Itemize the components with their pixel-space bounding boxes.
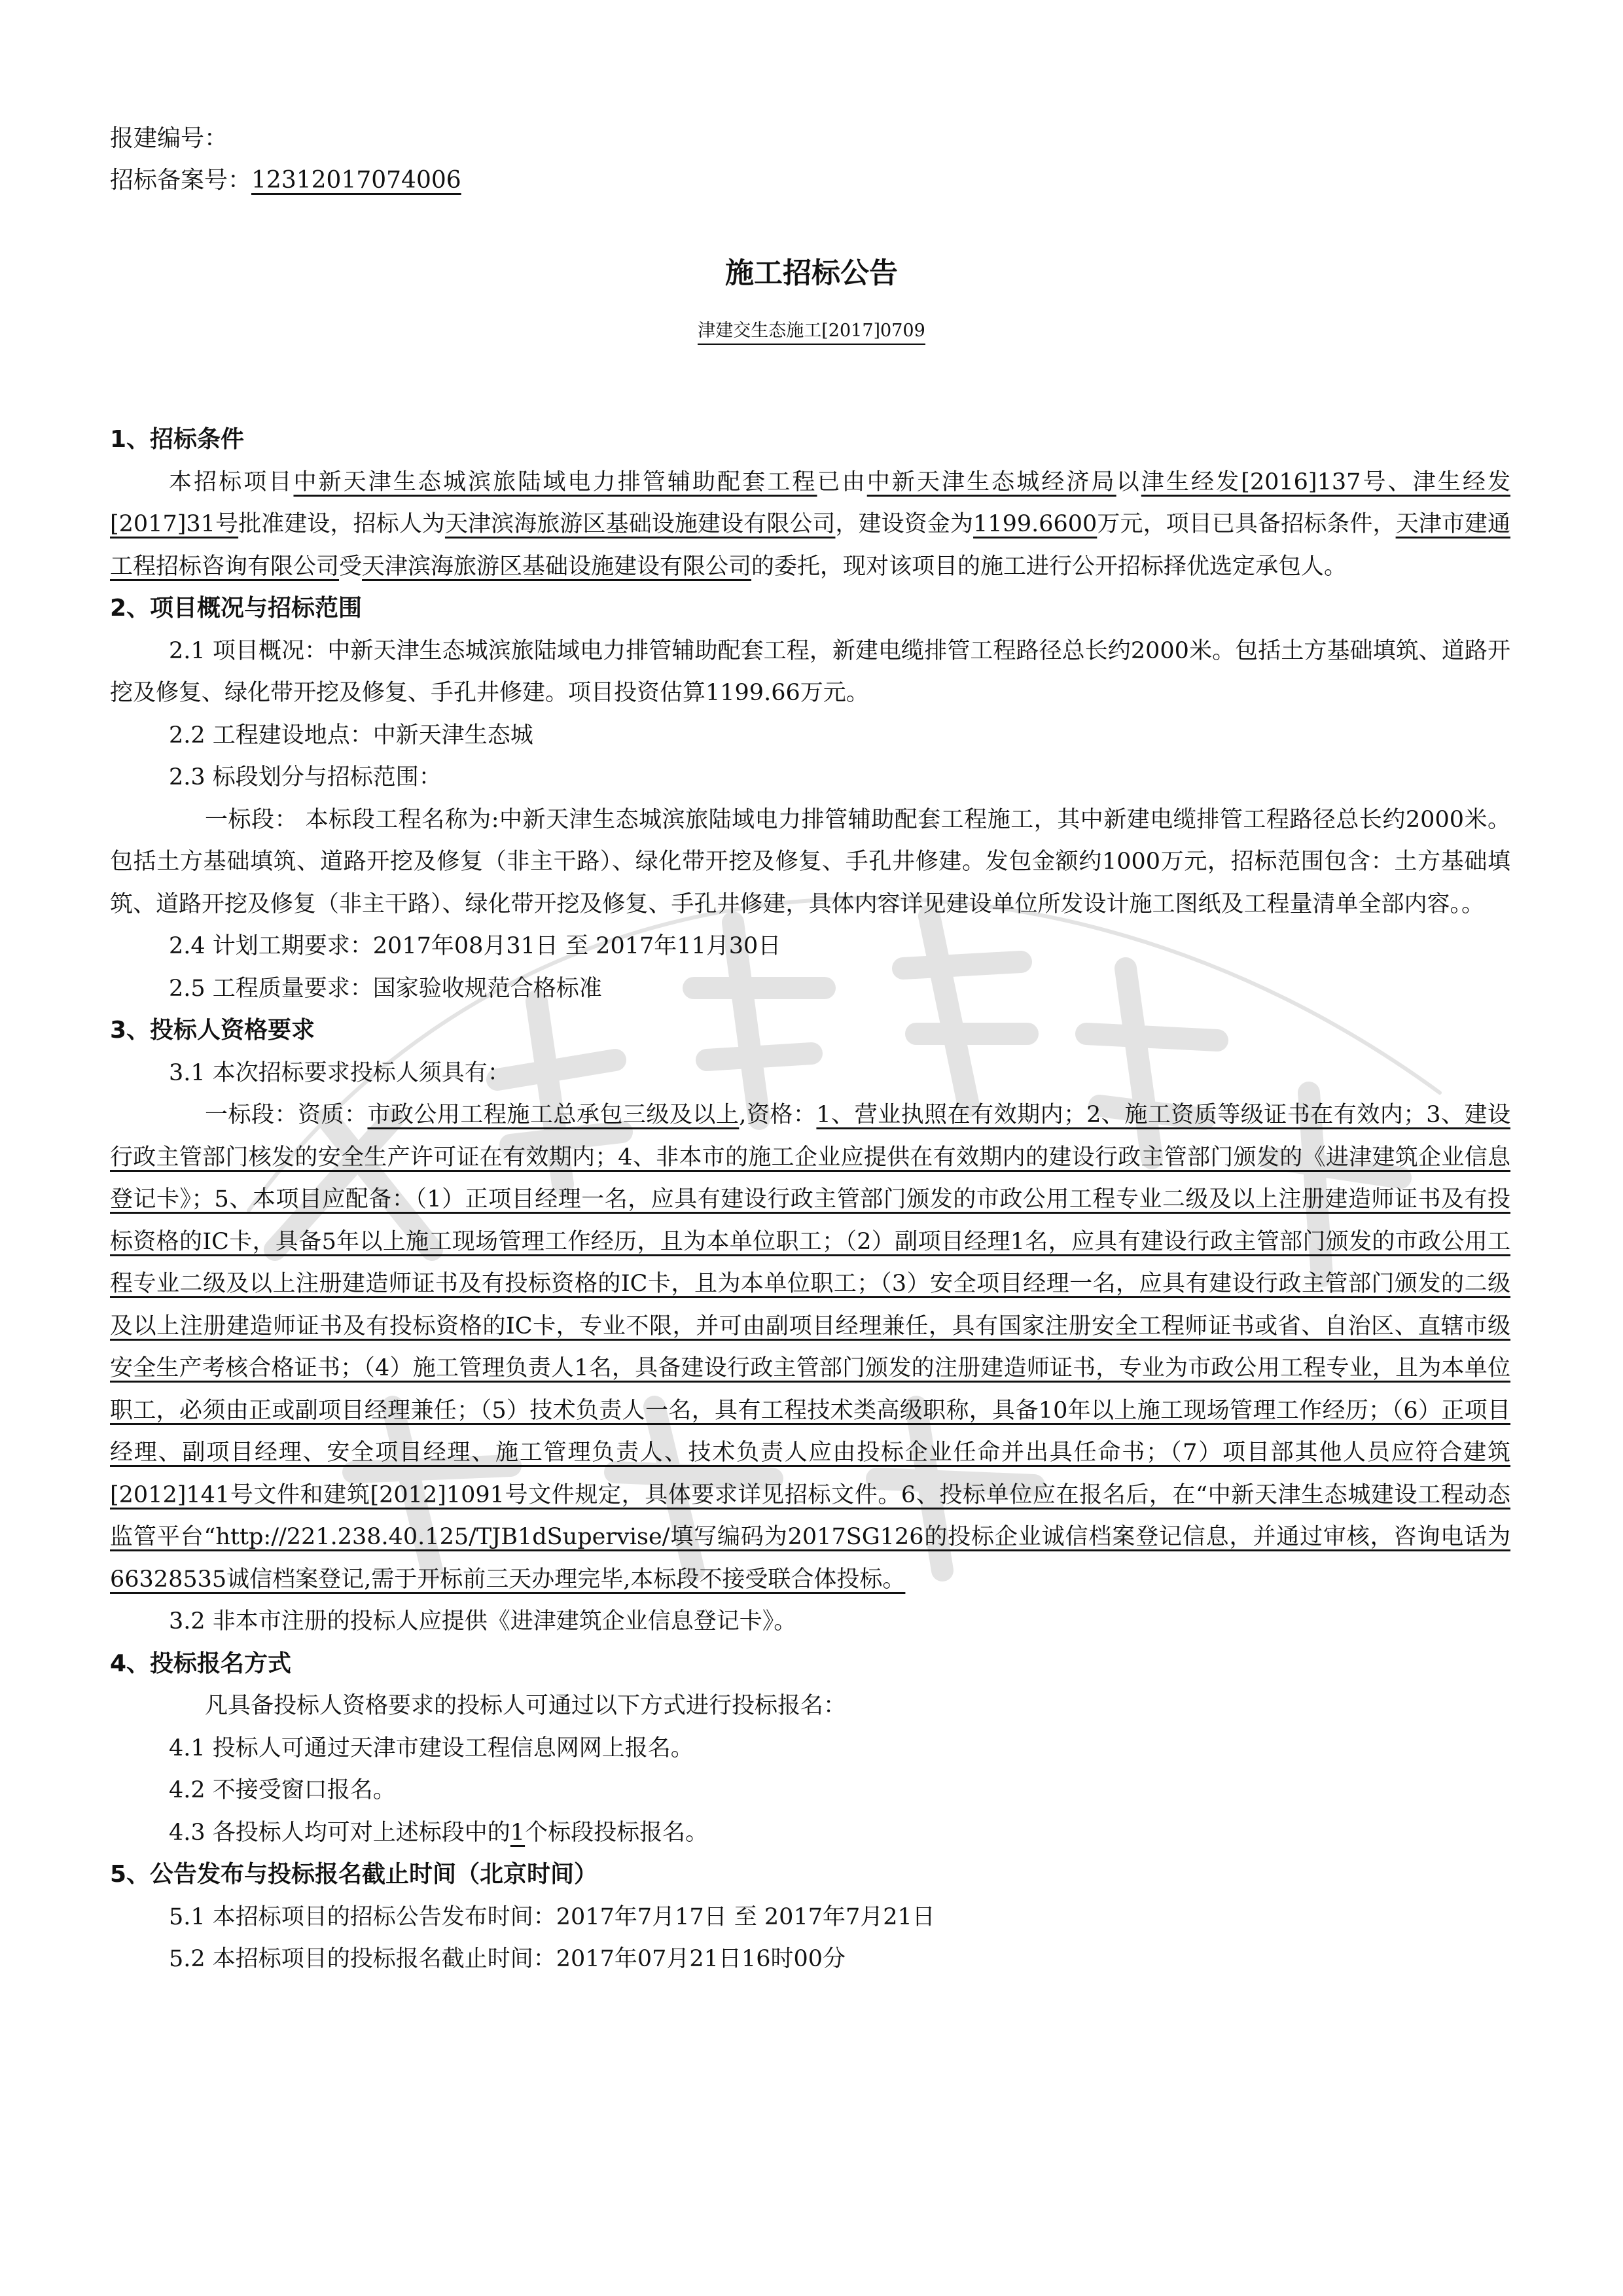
document-number (0, 319, 1623, 343)
record-number-label: 招标备案号： (110, 167, 252, 194)
record-number-line (110, 165, 461, 196)
section-heading-2: 2、项目概况与招标范围 (110, 595, 363, 622)
funds-amount: 1199.6600 (973, 511, 1097, 537)
registration-online: 4.1 投标人可通过天津市建设工程信息网网上报名。 (169, 1735, 694, 1761)
tender-conditions-paragraph (110, 461, 1510, 588)
lot-division-heading: 2.3 标段划分与招标范围： (169, 764, 442, 790)
client-name: 天津滨海旅游区基础设施建设有限公司 (362, 553, 752, 580)
qualification-requirements: 1、营业执照在有效期内；2、施工资质等级证书在有效内；3、建设行政主管部门核发的安全生产许可证在有效期内；4、非本市的施工企业应提供在有效期内的建设行政主管部门颁发的《进津建筑企业信息登记卡》；5、本项目应配备：（1）正项目经理一名，应具有建设行政主管部门颁发的市政公用工程专业二级及以上注册建造师证书及有投标资格的IC卡，具备5年以上施工现场管理工作经历，且为本单位职工；（2）副项目经理1名，应具有建设行政主管部门颁发的市政公用工程专业二级及以上注册建造师证书及有投标资格的IC卡，且为本单位职工；（3）安全项目经理一名，应具有建设行政主管部门颁发的二级及以上注册建造师证书及有投标资格的IC卡，专业不限，并可由副项目经理兼任，具有国家注册安全工程师证书或省、自治区、直辖市级安全生产考核合格证书；（4）施工管理负责人1名，具备建设行政主管部门颁发的注册建造师证书，专业为市政公用工程专业，且为本单位职工，必须由正或副项目经理兼任；（5）技术负责人一名，具有工程技术类高级职称，具备10年以上施工现场管理工作经历；（6）正项目经理、副项目经理、安全项目经理、施工管理负责人、技术负责人应由投标企业任命并出具任命书；（7）项目部其他人员应符合建筑[2012]141号文件和建筑[2012]1091号文件规定，具体要求详见招标文件。6、投标单位应在报名后，在“中新天津生态城建设工程动态监管平台“http://221.238.40.125/TJB1dSupervise/填写编码为2017SG126的投标企业诚信档案登记信息，并通过审核，咨询电话为66328535诚信档案登记,需于开标前三天办理完毕,本标段不接受联合体投标。 (110, 1102, 1510, 1593)
lot-count: 1 (510, 1819, 526, 1846)
agency-name: 天津市建通工程招标咨询有限公司 (110, 511, 1510, 580)
registration-deadline: 5.2 本招标项目的投标报名截止时间：2017年07月21日16时00分 (169, 1946, 846, 1972)
text-fragment: 万元，项目已具备招标条件， (1097, 511, 1396, 537)
quality-requirement: 2.5 工程质量要求：国家验收规范合格标准 (169, 975, 602, 1002)
qualification-details (110, 1094, 1510, 1600)
project-name: 中新天津生态城滨旅陆域电力排管辅助配套工程 (293, 468, 817, 495)
section-heading-4: 4、投标报名方式 (110, 1650, 292, 1677)
section-heading-5: 5、公告发布与投标报名截止时间（北京时间） (110, 1861, 598, 1888)
text-fragment: 4.3 各投标人均可对上述标段中的 (169, 1819, 510, 1846)
text-fragment: 个标段投标报名。 (525, 1819, 709, 1846)
approval-authority: 中新天津生态城经济局 (866, 468, 1116, 495)
announcement-period: 5.1 本招标项目的招标公告发布时间：2017年7月17日 至 2017年7月21日 (169, 1903, 935, 1930)
project-overview: 2.1 项目概况：中新天津生态城滨旅陆域电力排管辅助配套工程，新建电缆排管工程路径总长约2000米。包括土方基础填筑、道路开挖及修复、绿化带开挖及修复、手孔井修建。项目投资估算1199.66万元。 (110, 637, 1510, 706)
text-fragment: ，建设资金为 (835, 511, 974, 537)
text-fragment: 批准建设，招标人为 (238, 511, 445, 537)
section-heading-1: 1、招标条件 (110, 426, 245, 453)
text-fragment: 本招标项目 (169, 468, 294, 495)
registration-no-window: 4.2 不接受窗口报名。 (169, 1777, 396, 1803)
approval-document: 津生经发[2016]137号、津生经发[2017]31号 (110, 468, 1510, 537)
text-fragment: 一标段：资质： (205, 1102, 368, 1128)
text-fragment: 受 (339, 553, 363, 580)
announcement-body (110, 419, 1510, 1981)
registration-intro: 凡具备投标人资格要求的投标人可通过以下方式进行投标报名： (205, 1693, 847, 1719)
text-fragment: ,资格： (739, 1102, 817, 1128)
text-fragment: 以 (1116, 468, 1141, 495)
report-number-line (110, 123, 228, 154)
lot-one-scope: 一标段： 本标段工程名称为:中新天津生态城滨旅陆域电力排管辅助配套工程施工，其中新建电缆排管工程路径总长约2000米。包括土方基础填筑、道路开挖及修复（非主干路）、绿化带开挖及修复、手孔井修建。发包金额约1000万元，招标范围包含：土方基础填筑、道路开挖及修复（非主干路）、绿化带开挖及修复、手孔井修建，具体内容详见建设单位所发设计施工图纸及工程量清单全部内容。。 (110, 806, 1510, 917)
section-heading-3: 3、投标人资格要求 (110, 1017, 315, 1044)
record-number-value: 12312017074006 (251, 167, 461, 194)
registration-lot-count (110, 1812, 1510, 1854)
non-local-requirement: 3.2 非本市注册的投标人应提供《进津建筑企业信息登记卡》。 (169, 1608, 797, 1634)
document-number-text: 津建交生态施工[2017]0709 (698, 321, 925, 345)
qualification-intro: 3.1 本次招标要求投标人须具有： (169, 1059, 510, 1086)
page-title: 施工招标公告 (725, 256, 898, 290)
report-number-label: 报建编号： (110, 125, 228, 152)
text-fragment: 已由 (817, 468, 867, 495)
construction-location: 2.2 工程建设地点：中新天津生态城 (169, 722, 533, 749)
required-qualification: 市政公用工程施工总承包三级及以上 (367, 1102, 740, 1128)
text-fragment: 的委托，现对该项目的施工进行公开招标择优选定承包人。 (751, 553, 1347, 580)
construction-period: 2.4 计划工期要求：2017年08月31日 至 2017年11月30日 (169, 933, 781, 959)
tenderer-name: 天津滨海旅游区基础设施建设有限公司 (444, 511, 836, 537)
